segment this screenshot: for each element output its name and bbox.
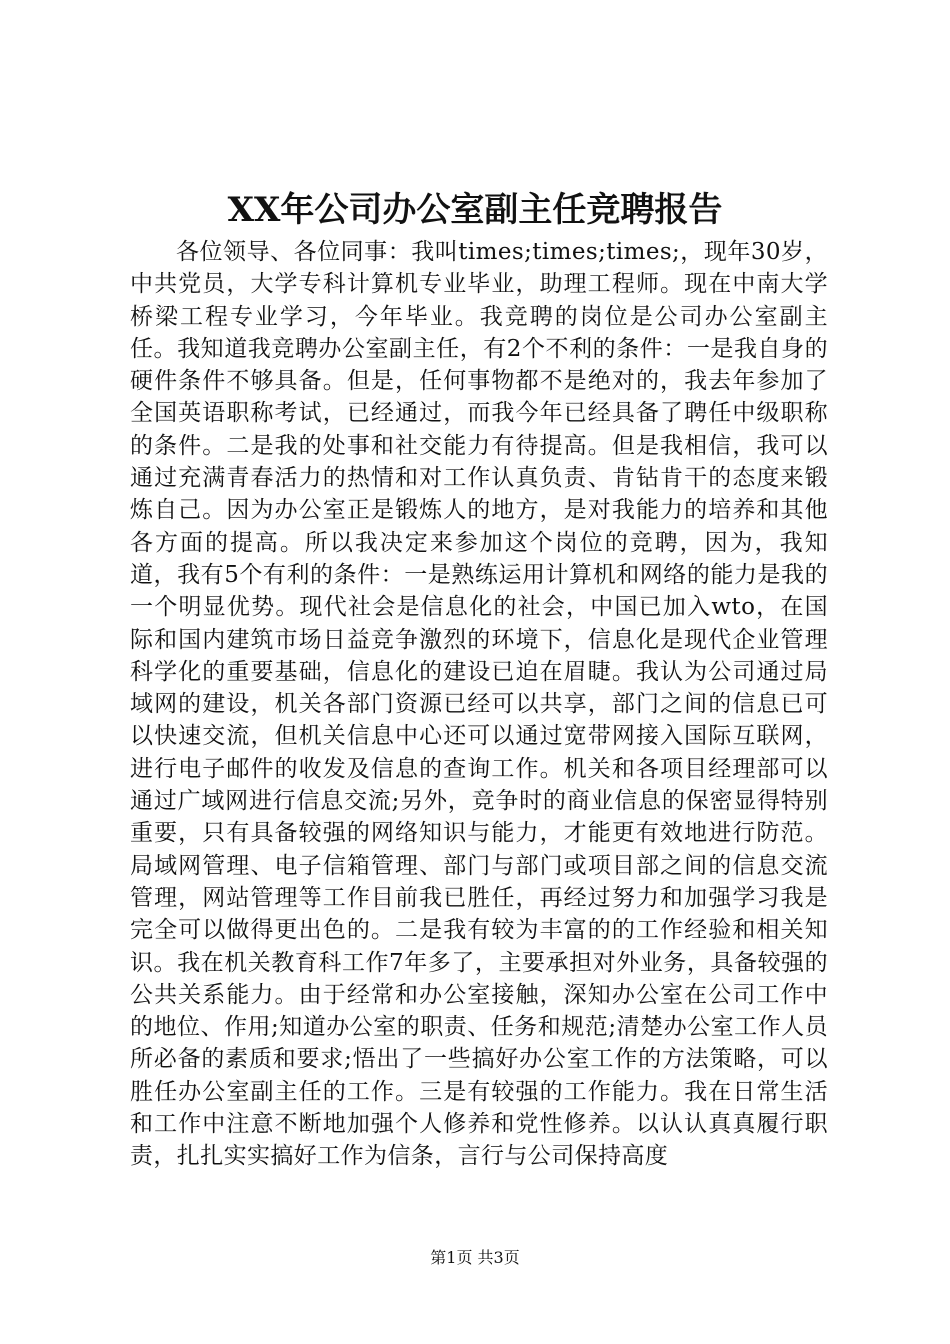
- document-body-paragraph: 各位领导、各位同事：我叫times;times;times;，现年30岁，中共党员，大学专科计算机专业毕业，助理工程师。现在中南大学桥梁工程专业学习，今年毕业。我竞聘的岗位是公司办公室副主任。我知道我竞聘办公室副主任，有2个不利的条件：一是我自身的硬件条件不够具备。但是，任何事物都不是绝对的，我去年参加了全国英语职称考试，已经通过，而我今年已经具备了聘任中级职称的条件。二是我的处事和社交能力有待提高。但是我相信，我可以通过充满青春活力的热情和对工作认真负责、肯钻肯干的态度来锻炼自己。因为办公室正是锻炼人的地方，是对我能力的培养和其他各方面的提高。所以我决定来参加这个岗位的竞聘，因为，我知道，我有5个有利的条件：一是熟练运用计算机和网络的能力是我的一个明显优势。现代社会是信息化的社会，中国已加入wto，在国际和国内建筑市场日益竞争激烈的环境下，信息化是现代企业管理科学化的重要基础，信息化的建设已迫在眉睫。我认为公司通过局域网的建设，机关各部门资源已经可以共享，部门之间的信息已可以快速交流，但机关信息中心还可以通过宽带网接入国际互联网，进行电子邮件的收发及信息的查询工作。机关和各项目经理部可以通过广域网进行信息交流;另外，竞争时的商业信息的保密显得特别重要，只有具备较强的网络知识与能力，才能更有效地进行防范。局域网管理、电子信箱管理、部门与部门或项目部之间的信息交流管理，网站管理等工作目前我已胜任，再经过努力和加强学习我是完全可以做得更出色的。二是我有较为丰富的的工作经验和相关知识。我在机关教育科工作7年多了，主要承担对外业务，具备较强的公共关系能力。由于经常和办公室接触，深知办公室在公司工作中的地位、作用;知道办公室的职责、任务和规范;清楚办公室工作人员所必备的素质和要求;悟出了一些搞好办公室工作的方法策略，可以胜任办公室副主任的工作。三是有较强的工作能力。我在日常生活和工作中注意不断地加强个人修养和党性修养。以认认真真履行职责，扎扎实实搞好工作为信条，言行与公司保持高度: [130, 239, 828, 1170]
- page-number-footer: 第1页 共3页: [430, 1248, 520, 1267]
- document-title: XX年公司办公室副主任竞聘报告: [227, 190, 723, 230]
